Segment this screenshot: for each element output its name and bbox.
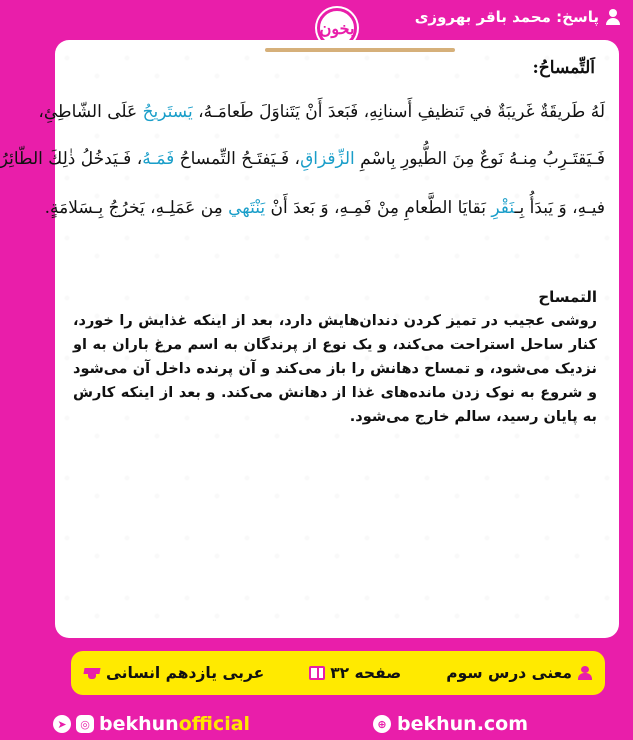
persian-body: روشی عجیب در تمیز کردن دندان‌هایش دارد، بعد از اینکه غذایش را خورد، کنار ساحل استراحت می‌کند، و یک نوع از پرندگان به اسم مرغ باران به او نزدیک می‌شود، و تمساح دهانش را باز می‌کند و آن پرنده داخل آن می‌شود و شروع به نوک زدن مانده‌های غذا از دهانش می‌کند. و بعد از اینکه کارش به پایان رسید، سالم خارج می‌شود. bbox=[73, 313, 597, 425]
course-label: عربی یازدهم انسانی bbox=[106, 664, 265, 682]
arabic-text-segment: مِن عَمَلِـهِ، يَخرُجُ بِـسَلامَةٍ. bbox=[44, 198, 229, 218]
highlighted-word: نَقْرِ bbox=[491, 198, 515, 218]
top-bar bbox=[41, 0, 633, 38]
handle-text[interactable]: bekhunofficial bbox=[99, 713, 251, 735]
arabic-text-segment: فيـهِ، وَ يَبدَأُ بِـ bbox=[514, 198, 605, 218]
arabic-text-segment: عَلَى الشّاطِئِ، bbox=[38, 102, 143, 122]
book-icon bbox=[309, 666, 325, 680]
arabic-text-segment: ، فَـيَدخُلُ ذٰلِكَ الطّائِرُ bbox=[0, 149, 143, 169]
student-icon bbox=[577, 666, 593, 680]
highlighted-word: يَنْتَهي bbox=[228, 198, 266, 218]
website-text[interactable]: bekhun.com bbox=[397, 713, 529, 735]
arabic-line-2 bbox=[0, 149, 605, 169]
arabic-line-3 bbox=[44, 198, 605, 218]
persian-translation bbox=[73, 285, 597, 429]
globe-icon: ⊕ bbox=[373, 715, 391, 733]
content-card bbox=[0, 40, 619, 638]
social-handle[interactable] bbox=[53, 713, 250, 735]
arabic-text-segment: ، فَـيَفتَـحُ التِّمساحُ bbox=[174, 149, 301, 169]
arabic-text-segment: لَهُ طَريقَةٌ غَريبَةٌ في تَنظيفِ أَسنانِهِ، فَبَعدَ أَنْ يَتَناوَلَ طَعامَـهُ، bbox=[192, 102, 605, 122]
answer-author-text: پاسخ: محمد باقر بهروزی bbox=[414, 8, 599, 26]
page-label: صفحه ۳۲ bbox=[330, 664, 402, 682]
lesson-info bbox=[446, 664, 593, 682]
website-link[interactable] bbox=[373, 713, 528, 735]
arabic-text-segment: بَقايَا الطَّعامِ مِنْ فَمِـهِ، وَ بَعدَ أَنْ bbox=[265, 198, 492, 218]
lesson-info-bar bbox=[71, 651, 605, 695]
telegram-icon[interactable]: ➤ bbox=[53, 715, 71, 733]
page-edge-strip bbox=[265, 48, 455, 52]
persian-title: التمساح bbox=[538, 288, 597, 306]
user-icon bbox=[605, 9, 621, 25]
arabic-text-segment: فَـيَقتَـرِبُ مِنـهُ نَوعٌ مِنَ الطُّيورِ بِاسْمِ bbox=[354, 149, 605, 169]
highlighted-word: يَستَريحُ bbox=[142, 102, 193, 122]
highlighted-word: الزِّقزاقِ bbox=[300, 149, 355, 169]
answer-author bbox=[415, 8, 621, 26]
logo-circle: بخون bbox=[317, 8, 357, 48]
page-info bbox=[309, 664, 401, 682]
arabic-line-1 bbox=[38, 102, 605, 122]
arabic-title: اَلتِّمساحُ: bbox=[532, 58, 595, 78]
course-info bbox=[83, 664, 264, 682]
lesson-label: معنی درس سوم bbox=[446, 664, 572, 682]
graduation-cap-icon bbox=[83, 667, 101, 679]
footer bbox=[41, 705, 633, 740]
highlighted-word: فَمَـهُ bbox=[142, 149, 175, 169]
instagram-icon[interactable]: ◎ bbox=[76, 715, 94, 733]
